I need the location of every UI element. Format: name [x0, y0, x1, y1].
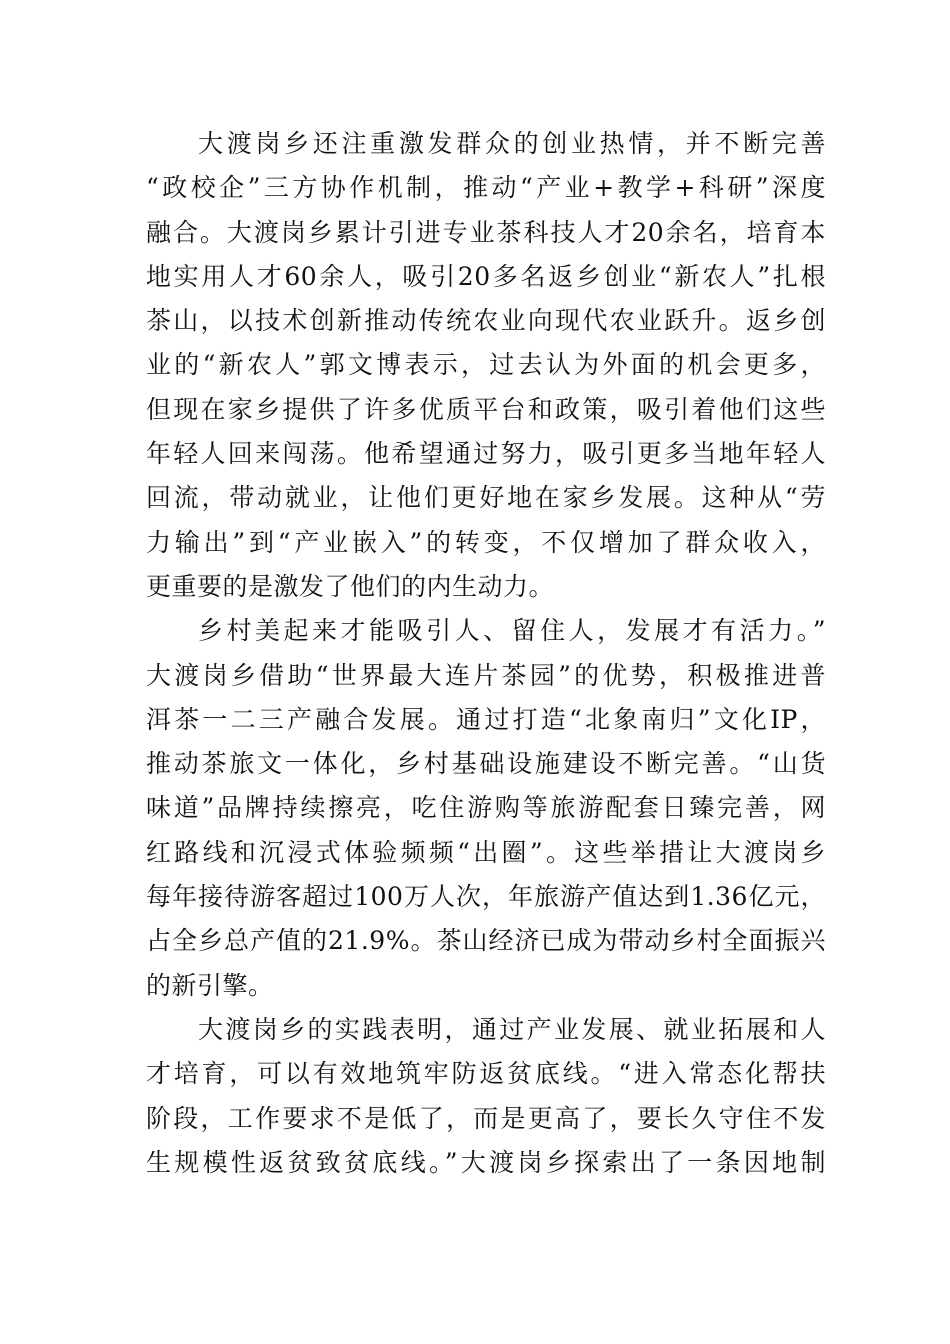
- text-line: 融合。大渡岗乡累计引进专业茶科技人才20余名，培育本: [146, 217, 826, 247]
- text-line: 但现在家乡提供了许多优质平台和政策，吸引着他们这些: [146, 394, 826, 424]
- text-line: 占全乡总产值的21.9%。茶山经济已成为带动乡村全面振兴: [146, 926, 826, 956]
- text-line: 茶山，以技术创新推动传统农业向现代农业跃升。返乡创: [146, 306, 826, 336]
- text-line: 洱茶一二三产融合发展。通过打造“北象南归”文化IP，: [146, 704, 826, 734]
- text-line: 大渡岗乡的实践表明，通过产业发展、就业拓展和人: [198, 1014, 826, 1044]
- text-line: 回流，带动就业，让他们更好地在家乡发展。这种从“劳: [146, 483, 826, 513]
- text-line: 生规模性返贫致贫底线。”大渡岗乡探索出了一条因地制: [146, 1147, 826, 1177]
- paragraph-practice-summary: [146, 1008, 826, 1185]
- text-line: 红路线和沉浸式体验频频“出圈”。这些举措让大渡岗乡: [146, 837, 826, 867]
- text-line: 每年接待游客超过100万人次，年旅游产值达到1.36亿元，: [146, 882, 826, 912]
- text-line: 阶段，工作要求不是低了，而是更高了，要长久守住不发: [146, 1103, 826, 1133]
- text-line: 年轻人回来闯荡。他希望通过努力，吸引更多当地年轻人: [146, 439, 826, 469]
- text-line: 才培育，可以有效地筑牢防返贫底线。“进入常态化帮扶: [146, 1059, 826, 1089]
- text-line: 的新引擎。: [146, 970, 274, 1000]
- text-line: 地实用人才60余人，吸引20多名返乡创业“新农人”扎根: [146, 261, 826, 291]
- paragraph-entrepreneurship: [146, 122, 826, 609]
- text-line: 力输出”到“产业嵌入”的转变，不仅增加了群众收入，: [146, 527, 826, 557]
- text-line: 味道”品牌持续擦亮，吃住游购等旅游配套日臻完善，网: [146, 793, 826, 823]
- text-line: 乡村美起来才能吸引人、留住人，发展才有活力。”: [198, 616, 826, 646]
- text-line: 更重要的是激发了他们的内生动力。: [146, 571, 555, 601]
- text-line: “政校企”三方协作机制，推动“产业+教学+科研”深度: [146, 173, 826, 203]
- paragraph-rural-tourism: [146, 609, 826, 1008]
- text-line: 业的“新农人”郭文博表示，过去认为外面的机会更多，: [146, 350, 826, 380]
- text-line: 推动茶旅文一体化，乡村基础设施建设不断完善。“山货: [146, 749, 826, 779]
- text-line: 大渡岗乡还注重激发群众的创业热情，并不断完善: [198, 129, 826, 158]
- article-body: [146, 122, 826, 1185]
- text-line: 大渡岗乡借助“世界最大连片茶园”的优势，积极推进普: [146, 660, 826, 690]
